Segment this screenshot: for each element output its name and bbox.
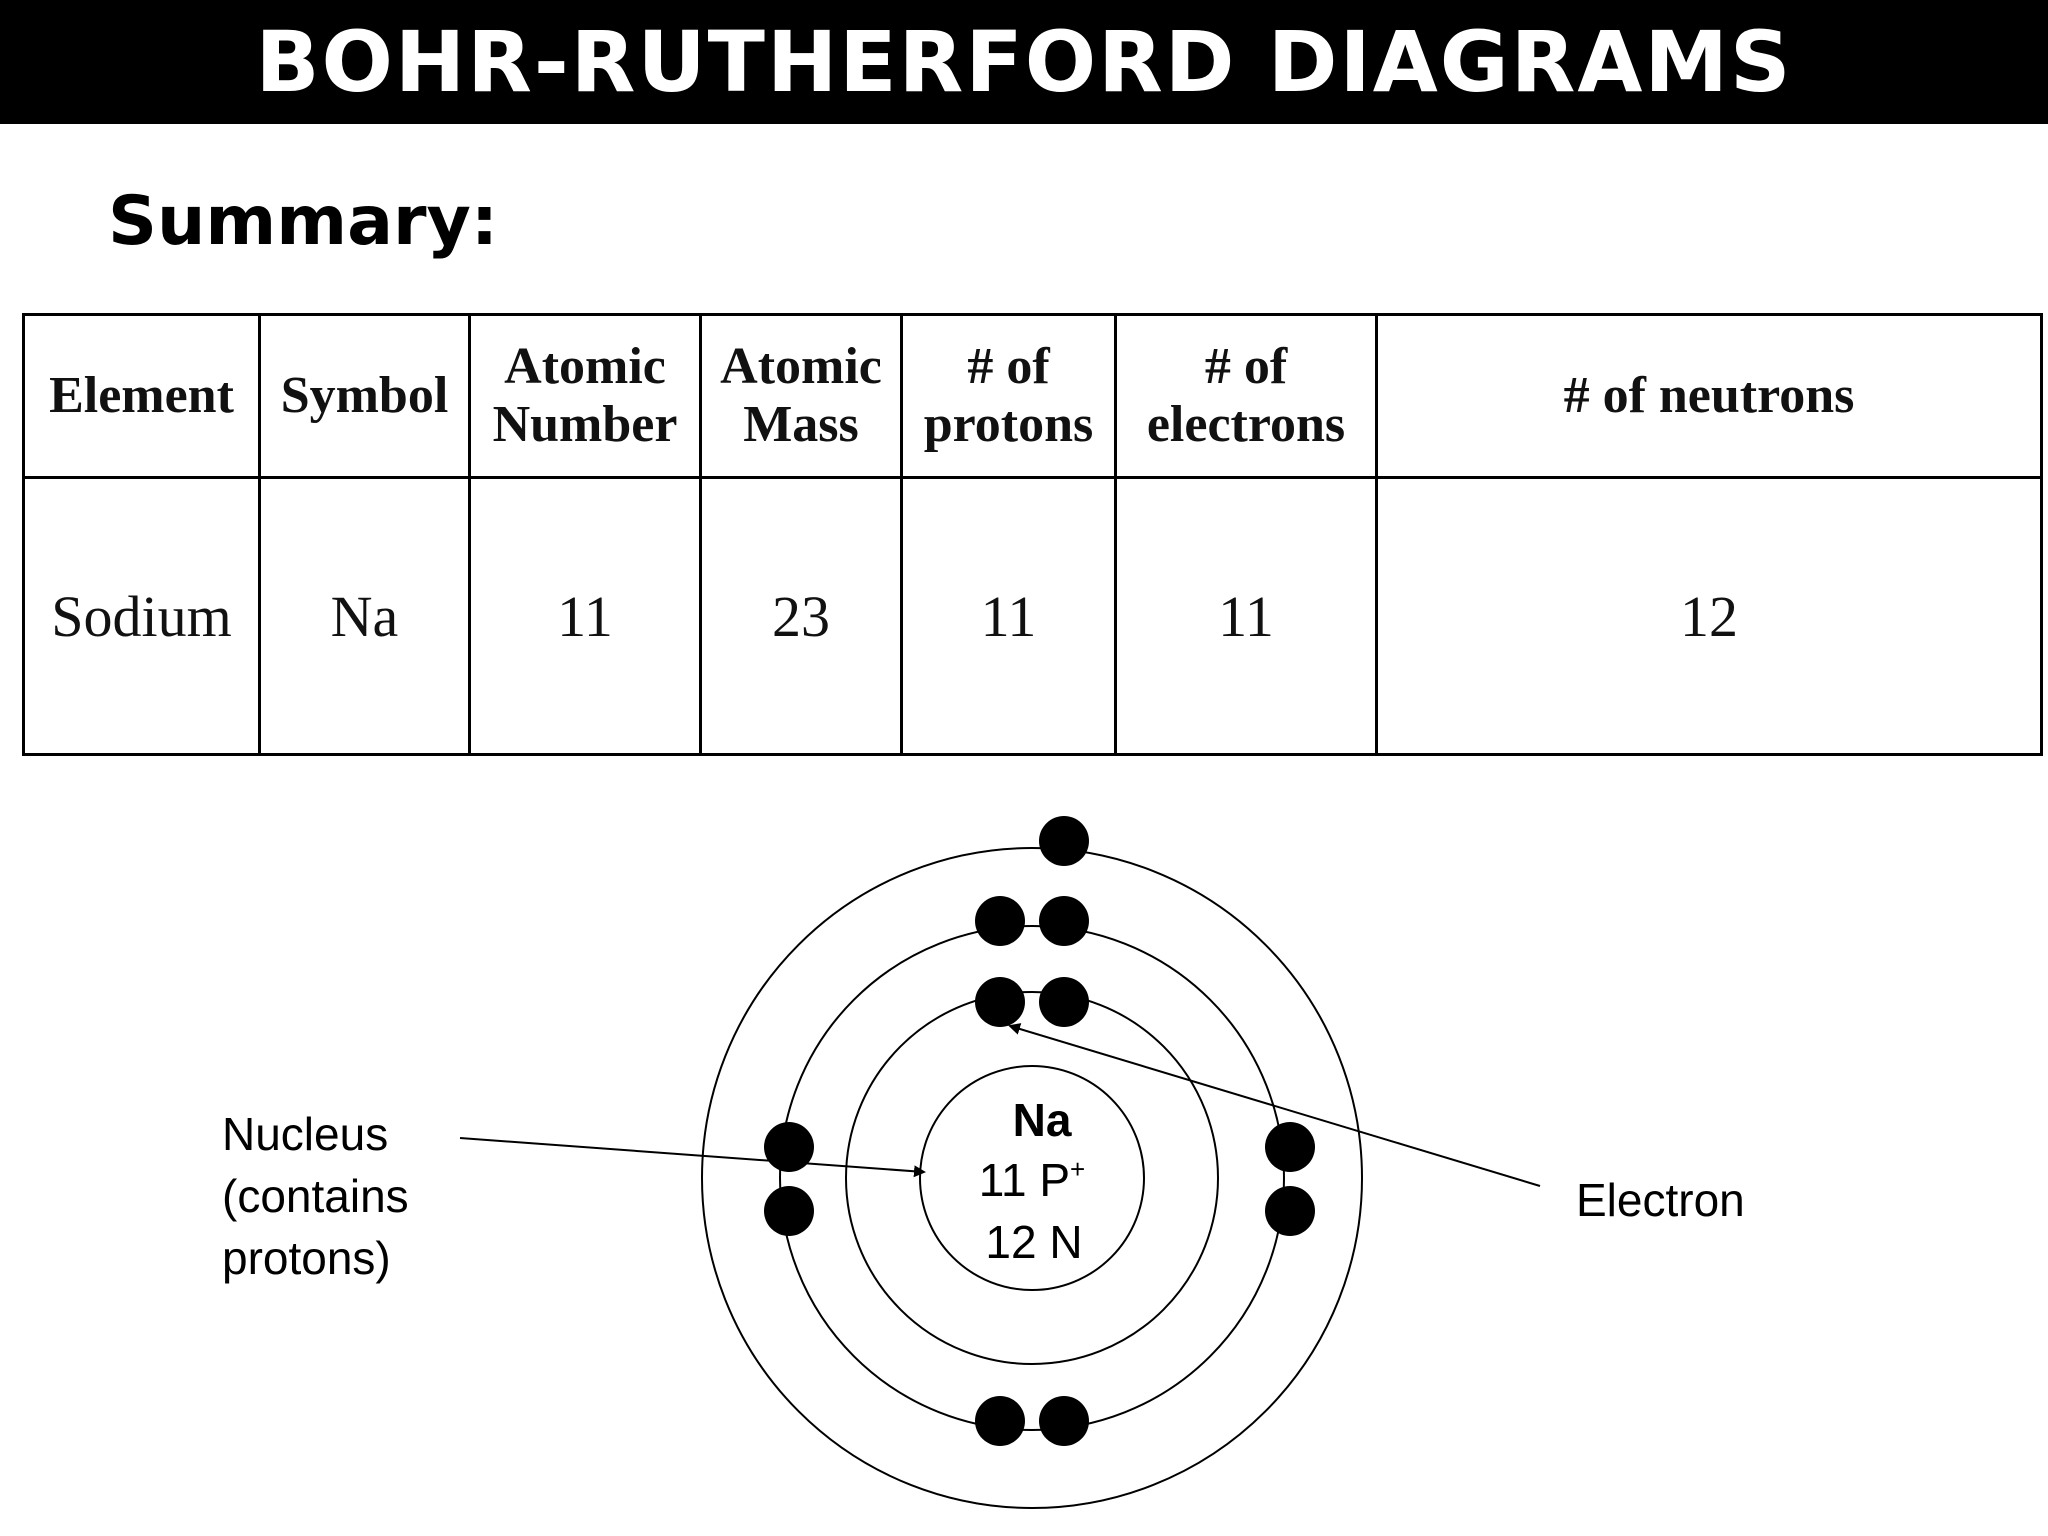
electron bbox=[975, 1396, 1025, 1446]
electron bbox=[764, 1122, 814, 1172]
label-nucleus-line3: protons) bbox=[222, 1232, 391, 1284]
header-protons: # of protons bbox=[902, 315, 1116, 478]
electron bbox=[1039, 977, 1089, 1027]
cell-atomic-mass: 23 bbox=[701, 478, 902, 755]
header-atomic-number: Atomic Number bbox=[470, 315, 701, 478]
header-neutrons: # of neutrons bbox=[1377, 315, 2042, 478]
label-nucleus-line1: Nucleus bbox=[222, 1108, 389, 1160]
electron bbox=[1265, 1186, 1315, 1236]
electron bbox=[1039, 896, 1089, 946]
nucleus-symbol: Na bbox=[1012, 1094, 1072, 1146]
nucleus-protons-sup: + bbox=[1070, 1154, 1086, 1184]
header-symbol: Symbol bbox=[260, 315, 470, 478]
cell-protons: 11 bbox=[902, 478, 1116, 755]
nucleus-protons bbox=[979, 1154, 1085, 1206]
cell-electrons: 11 bbox=[1116, 478, 1377, 755]
header-electrons: # of electrons bbox=[1116, 315, 1377, 478]
nucleus-protons-label: 11 P bbox=[978, 1154, 1071, 1206]
cell-neutrons: 12 bbox=[1377, 478, 2042, 755]
electron bbox=[975, 896, 1025, 946]
cell-symbol: Na bbox=[260, 478, 470, 755]
nucleus-arrow bbox=[460, 1138, 924, 1172]
electron bbox=[1265, 1122, 1315, 1172]
electron bbox=[975, 977, 1025, 1027]
label-electron: Electron bbox=[1576, 1174, 1745, 1226]
electron bbox=[1039, 816, 1089, 866]
header-element: Element bbox=[24, 315, 260, 478]
electron bbox=[1039, 1396, 1089, 1446]
header-atomic-mass: Atomic Mass bbox=[701, 315, 902, 478]
cell-atomic-number: 11 bbox=[470, 478, 701, 755]
cell-element: Sodium bbox=[24, 478, 260, 755]
page-title: BOHR-RUTHERFORD DIAGRAMS bbox=[255, 13, 1793, 111]
electron bbox=[764, 1186, 814, 1236]
summary-heading: Summary: bbox=[108, 182, 499, 261]
label-nucleus-line2: (contains bbox=[222, 1170, 409, 1222]
nucleus-neutrons: 12 N bbox=[985, 1216, 1083, 1268]
